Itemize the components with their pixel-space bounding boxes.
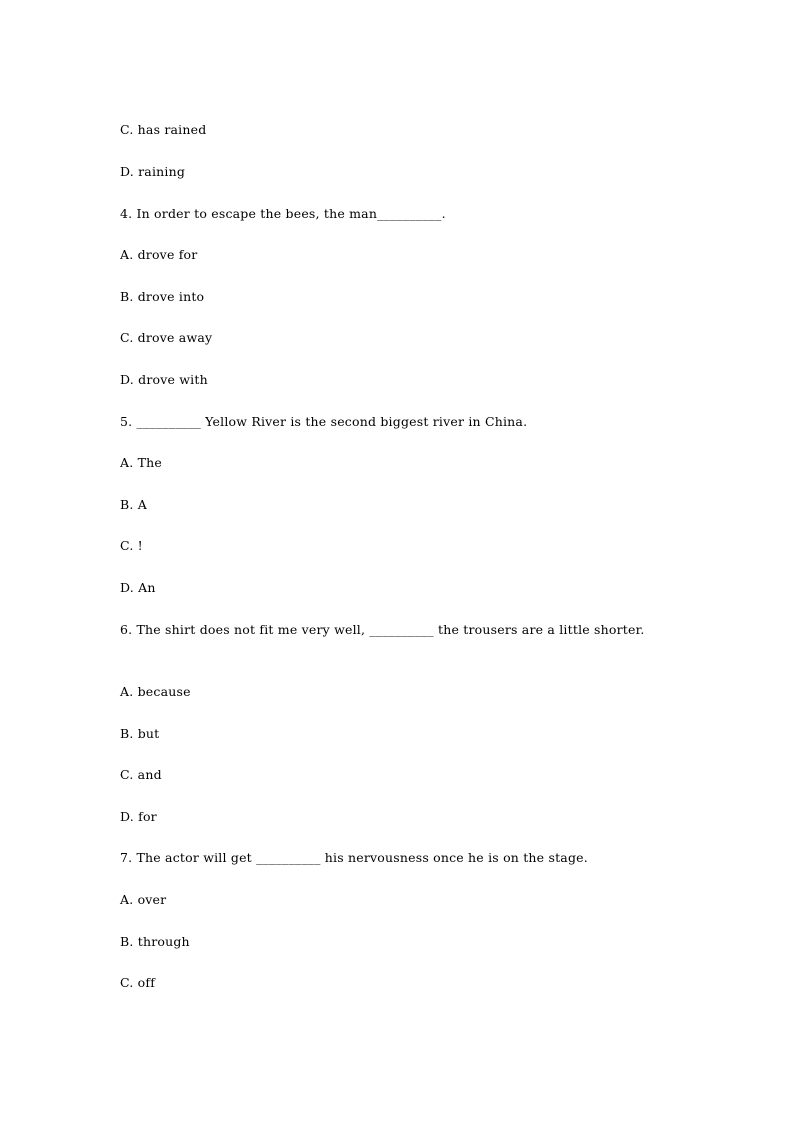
option-3d: D. raining — [120, 164, 186, 179]
option-4b: B. drove into — [120, 289, 205, 304]
question-7: 7. The actor will get __________ his nervousness once he is on the stage. — [120, 850, 588, 865]
option-4a: A. drove for — [120, 247, 198, 262]
question-5: 5. __________ Yellow River is the second biggest river in China. — [120, 414, 528, 429]
option-7a: A. over — [120, 892, 167, 907]
option-7c: C. off — [120, 975, 156, 990]
option-6b: B. but — [120, 726, 160, 741]
option-3c: C. has rained — [120, 122, 207, 137]
option-5c: C. ! — [120, 538, 143, 553]
option-5d: D. An — [120, 580, 156, 595]
option-4c: C. drove away — [120, 330, 213, 345]
option-5b: B. A — [120, 497, 147, 512]
question-4: 4. In order to escape the bees, the man__________. — [120, 206, 446, 221]
option-6c: C. and — [120, 767, 162, 782]
question-6: 6. The shirt does not fit me very well, __________ the trousers are a little shorter. — [120, 622, 645, 637]
option-6a: A. because — [120, 684, 191, 699]
option-7b: B. through — [120, 934, 190, 949]
option-5a: A. The — [120, 455, 162, 470]
option-6d: D. for — [120, 809, 157, 824]
option-4d: D. drove with — [120, 372, 208, 387]
